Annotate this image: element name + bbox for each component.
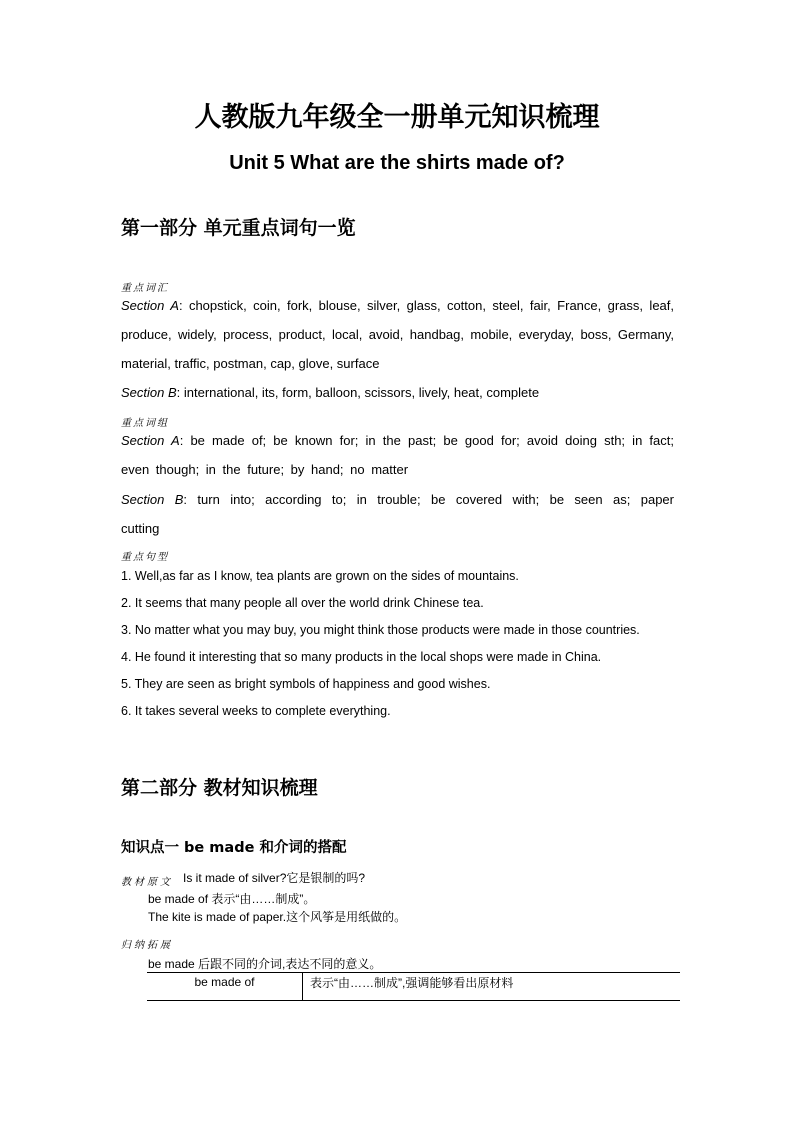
usage-table-meaning-cell: 表示“由……制成”,强调能够看出原材料: [310, 976, 514, 990]
vocab-section-a: [121, 291, 674, 378]
vocab-section-b-prefix: Section B: [121, 385, 177, 400]
key-sentence: 5. They are seen as bright symbols of happiness and good wishes.: [121, 677, 491, 691]
unit-subtitle: Unit 5 What are the shirts made of?: [229, 152, 565, 174]
phrase-section-a-text: : be made of; be known for; in the past; be good for; avoid doing sth; in fact; even though; in the future; by hand; no matter: [121, 433, 675, 477]
vocab-section-a-text: : chopstick, coin, fork, blouse, silver, glass, cotton, steel, fair, France, grass, leaf, produce, widely, process, product, local, avoid, handbag, mobile, everyday, boss, Germany, material, traffic, postman, cap, glove, surface: [121, 298, 675, 371]
key-sentence: 6. It takes several weeks to complete everything.: [121, 704, 391, 718]
usage-table: [147, 972, 680, 1001]
part2-heading: 第二部分 教材知识梳理: [121, 777, 318, 799]
source-text: Is it made of silver?它是银制的吗?: [183, 871, 366, 885]
example-sentence: The kite is made of paper.这个风筝是用纸做的。: [148, 910, 407, 924]
vocab-section-b-text: : international, its, form, balloon, scissors, lively, heat, complete: [176, 385, 540, 400]
key-sentence: 4. He found it interesting that so many products in the local shops were made in China.: [121, 650, 602, 664]
explanation-text: be made of 表示“由……制成”。: [148, 892, 316, 906]
phrase-section-a: [121, 426, 674, 484]
key-sentence: 1. Well,as far as I know, tea plants are grown on the sides of mountains.: [121, 569, 519, 583]
key-sentence-list: [121, 563, 674, 725]
knowledge-point-heading: 知识点一 be made 和介词的搭配: [121, 840, 347, 856]
phrase-label: 重点词组: [121, 418, 169, 429]
key-sentence: 2. It seems that many people all over the world drink Chinese tea.: [121, 596, 484, 610]
vocab-section-a-prefix: Section A: [121, 298, 179, 313]
vocab-section-b: [121, 378, 674, 407]
phrase-section-b-prefix: Section B: [121, 492, 184, 507]
vocab-label: 重点词汇: [121, 283, 169, 294]
document-title: 人教版九年级全一册单元知识梳理: [194, 102, 600, 133]
usage-table-phrase-cell: be made of: [147, 973, 303, 1000]
phrase-section-b-text: : turn into; according to; in trouble; be covered with; be seen as; paper cutting: [121, 492, 674, 536]
part1-heading: 第一部分 单元重点词句一览: [121, 217, 356, 239]
phrase-section-a-prefix: Section A: [121, 433, 180, 448]
key-sentence: 3. No matter what you may buy, you might think those products were made in those countries.: [121, 623, 640, 637]
extend-text: be made 后跟不同的介词,表达不同的意义。: [148, 957, 382, 971]
phrase-section-b: [121, 485, 674, 543]
sentence-label: 重点句型: [121, 552, 169, 563]
extend-label: 归纳拓展: [121, 940, 173, 951]
source-label: 教材原文: [121, 877, 173, 888]
